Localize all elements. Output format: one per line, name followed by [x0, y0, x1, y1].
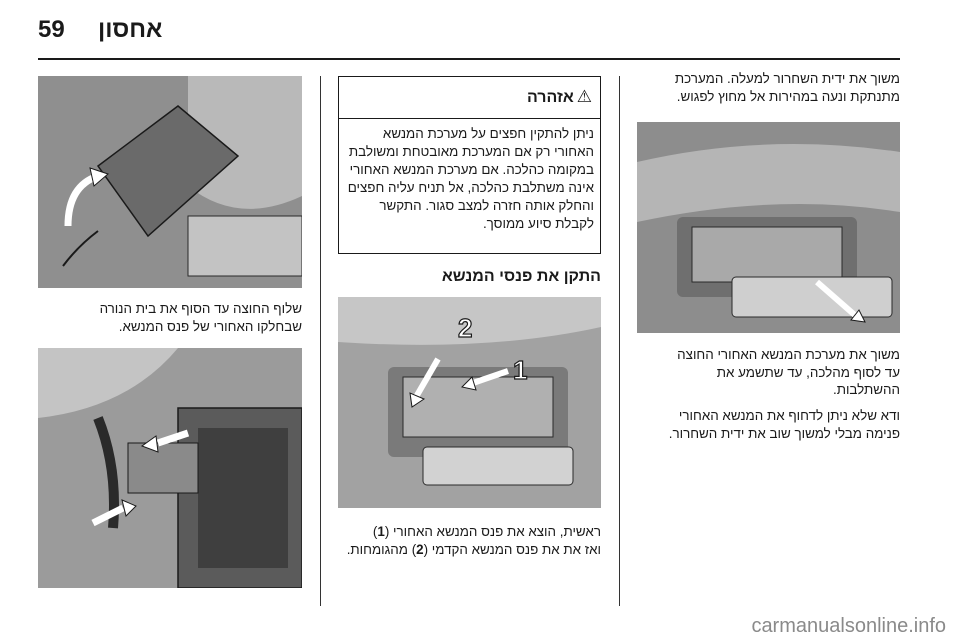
- right-para-pull-line2: עד לסוף מהלכה, עד שתשמע את: [716, 364, 900, 380]
- right-para-verify-line2: פנימה מבלי למשוך שוב את ידית השחרור.: [668, 425, 900, 441]
- middle-caption-line2-close: ) מהגומחות.: [346, 541, 417, 557]
- figure-lampholder-pull: [38, 348, 302, 588]
- callout-number-2: 2: [458, 313, 473, 343]
- figure-lamp-rotate: [38, 76, 302, 288]
- warning-box: [338, 76, 601, 254]
- figure-lampholder-pull-illustration: [38, 348, 302, 588]
- warning-triangle-icon: ⚠: [576, 87, 592, 106]
- page-header: [0, 0, 960, 60]
- figure-carrier-pull-out: [637, 122, 900, 333]
- left-caption-lampholder: [38, 300, 302, 335]
- figure-remove-lamps-illustration: [338, 297, 601, 508]
- right-para-release: משוך את ידית השחרור למעלה. המערכת מתנתקת ונעה במהירות אל מחוץ לפגוש.: [674, 71, 900, 104]
- middle-caption-num-1: 1: [377, 524, 385, 539]
- figure-carrier-pull-out-illustration: [637, 122, 900, 333]
- column-divider-right: [619, 76, 620, 606]
- middle-caption-num-2: 2: [416, 541, 424, 557]
- right-para-verify-line1: ודא שלא ניתן לדחוף את המנשא האחורי: [678, 408, 900, 423]
- figure-remove-lamps: [338, 297, 601, 508]
- left-caption-line2: שבחלקו האחורי של פנס המנשא.: [118, 318, 302, 334]
- middle-caption-remove: [328, 523, 601, 558]
- chapter-title: אחסון: [98, 16, 163, 43]
- callout-number-1: 1: [513, 355, 528, 385]
- page-number: 59: [38, 16, 65, 43]
- warning-title: אזהרה: [526, 89, 574, 106]
- left-caption-line1: שלוף החוצה עד הסוף את בית הנורה: [99, 301, 302, 316]
- header-rule: [38, 58, 900, 60]
- middle-caption-line1-text: ראשית, הוצא את פנס המנשא האחורי (: [384, 524, 601, 539]
- right-para-pull-line3: ההשתלבות.: [832, 382, 900, 397]
- figure-lamp-rotate-illustration: [38, 76, 302, 288]
- right-para-verify: [628, 407, 900, 442]
- right-para-pull-line1: משוך את מערכת המנשא האחורי החוצה: [677, 347, 900, 362]
- section-heading-install-lamps: התקן את פנסי המנשא: [441, 268, 601, 285]
- watermark: carmanualsonline.info: [751, 615, 946, 637]
- middle-caption-line1-close: ): [372, 524, 378, 539]
- column-divider-left: [320, 76, 321, 606]
- warning-title-row: [339, 77, 600, 119]
- right-para-pull: [628, 346, 900, 399]
- middle-caption-line2-text: ואז את את פנס המנשא הקדמי (: [423, 541, 601, 557]
- warning-text: ניתן להתקין חפצים על מערכת המנשא האחורי רק אם המערכת מאובטחת ומשולבת במקומה כהלכה. אם מערכת המנשא האחורי אינה משתלבת כהלכה, אל תניח עליה חפצים והחלק אותה חזרה למצב סגור. התקשר לקבלת סיוע ממוסך.: [347, 126, 594, 231]
